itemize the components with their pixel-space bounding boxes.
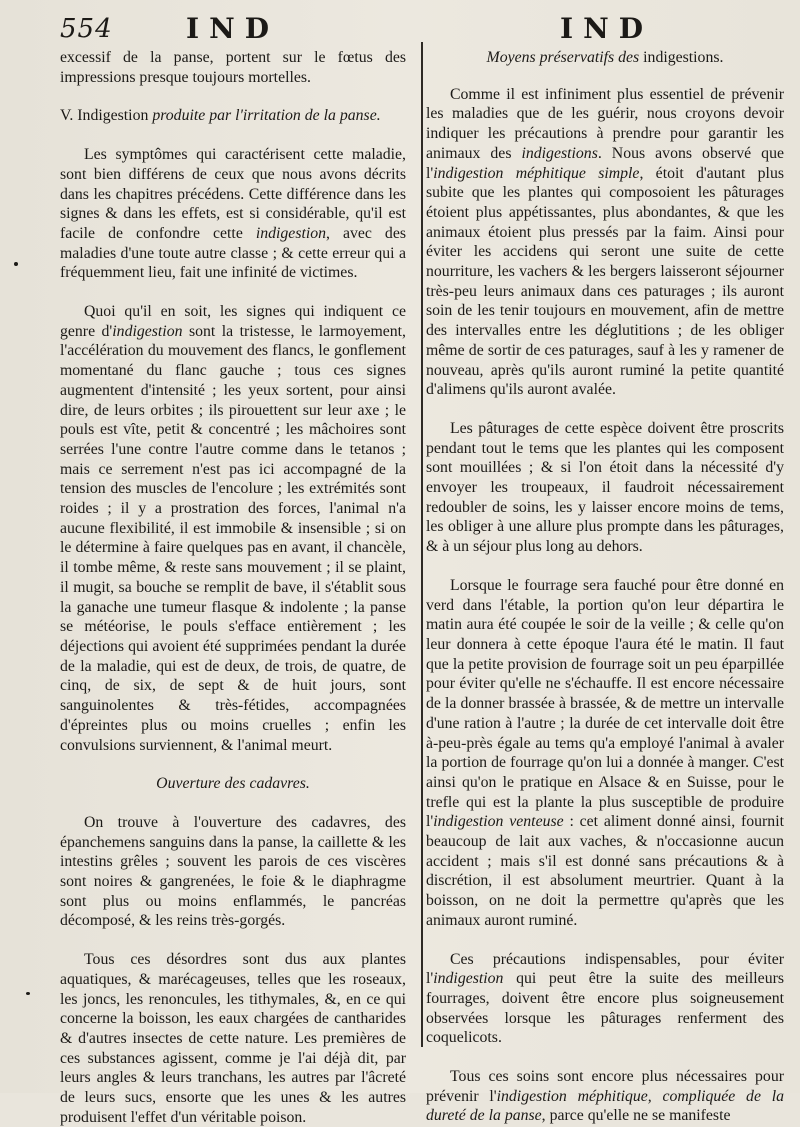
paragraph-paturages: Les pâturages de cette espèce doivent être proscrits pendant tout le tems que les plantes qui les composent sont mouillées ; & si l'on étoit dans la nécessité d'y envoyer les troupeaux, il faudroit nécessairement redoubler de soins, les y laisser encore moins de tems, les obliger à une allure plus prompte dans les pâturages, & à un séjour plus long au dehors.: [426, 419, 784, 556]
text-run: : cet aliment donné ainsi, fournit beaucoup de lait aux vaches, & n'occasionne aucun accident ; mais s'il est donné sans précautions & à discrétion, il est absolument meurtrier. Quant à la boisson, on ne doit la permettre qu'après que les animaux auront ruminé.: [426, 813, 784, 929]
text-run: Les symptômes qui caractérisent cette maladie, sont bien différens de ceux que nous avons décrits dans les chapitres précédens. Cette différence dans les signes & dans les effets, est si considérable, qu'il est facile de confondre cette: [60, 146, 406, 242]
paragraph-fourrage: [426, 576, 784, 931]
text-run: Ces précautions indispensables, pour éviter l': [426, 950, 784, 988]
text-run: , avec des maladies d'une toute autre classe ; & cette erreur qui a fréquemment lieu, fait une infinité de victimes.: [60, 224, 406, 282]
page-number: 554: [60, 14, 113, 44]
text-run-italic: indigestion venteuse: [433, 813, 564, 831]
subhead-roman: indigestions.: [639, 49, 724, 66]
text-run: qui peut être la suite des meilleurs fourrages, doivent être encore plus soigneusement observées lorsque les pâturages renferment des coquelicots.: [426, 970, 784, 1047]
section-title-italic: produite par l'irritation de la panse.: [152, 107, 381, 125]
paragraph-desordres: Tous ces désordres sont dus aux plantes aquatiques, & marécageuses, telles que les roseaux, les joncs, les renoncules, les tithymales, &, en ce qui concerne la boisson, les eaux chargées de cantharides & d'autres insectes de cette nature. Les premières de ces substances agissent, comme je l'ai déjà dit, par leurs angles & leurs tranchans, les autres par l'âcreté de leurs sucs, ensorte que les unes & les autres produisent l'effet d'un véritable poison.: [60, 951, 406, 1126]
subhead-italic: Moyens préservatifs des: [486, 49, 640, 66]
intro-paragraph: excessif de la panse, portent sur le fœtus des impressions presque toujours mortelles.: [60, 49, 406, 86]
text-run-italic: indigestion: [112, 322, 183, 340]
subhead-moyens-preservatifs: [426, 48, 784, 68]
subhead-ouverture-cadavres: Ouverture des cadavres.: [156, 775, 310, 793]
paragraph-precautions: [426, 950, 784, 1049]
running-head-left: IND: [186, 12, 279, 45]
paragraph-prevenir: [426, 85, 784, 400]
column-divider: [421, 42, 423, 1047]
left-column: [60, 48, 406, 1127]
text-run: . Nous avons observé que l': [426, 144, 784, 182]
text-run-italic: indigestions: [521, 144, 598, 162]
text-run: Comme il est infiniment plus essentiel de prévenir les maladies que de les guérir, nous croyons devoir indiquer les précautions à prendre pour garantir les animaux des: [426, 85, 784, 162]
running-head-right: IND: [560, 12, 653, 45]
text-run-italic: indigestion: [255, 224, 327, 242]
text-run-italic: indigestion: [433, 970, 504, 988]
section-title-roman: Indigestion: [77, 107, 149, 125]
paragraph-signes: [60, 302, 406, 755]
paragraph-soins: [426, 1067, 784, 1126]
text-run: Tous ces soins sont encore plus nécessaires pour prévenir l': [426, 1068, 784, 1105]
page-header: [0, 8, 800, 48]
right-column: [426, 48, 784, 1126]
text-run: sont la tristesse, le larmoyement, l'accélération du mouvement des flancs, le gonflement momentané du flanc gauche ; tous ces signes augmentent d'intensité ; les yeux sortent, pour ainsi dire, de leurs orbites ; ils pirouettent sur leur axe ; le pouls est vîte, petit & concentré ; les mâchoires sont serrées l'une contre l'autre comme dans le tetanos ; mais ce serrement n'est pas ici accompagné de la tension des muscles de l'encolure ; les extrémités sont roides ; il y a prostration des forces, l'animal n'a aucune flexibilité, il est immobile & insensible ; si on le détermine à faire quelques pas en avant, il chancèle, il tombe même, & reste sans mouvement ; il se plaint, il mugit, sa bouche se remplit de bave, il s'établit sous la ganache une tumeur flasque & indolente ; la panse se météorise, le pouls s'efface entièrement ; les déjections qui avoient été supprimées pendant la durée de la maladie, qui est de deux, de trois, de quatre, de cinq, de six, de sept & de huit jours, sont sanguinolentes & très-fétides, accompagnées d'épreintes plus ou moins cruelles ; enfin les convulsions surviennent, & l'animal meurt.: [60, 322, 407, 754]
section-number: V.: [60, 107, 74, 125]
text-run-italic: indigestion méphitique, compliquée de la dureté de la panse: [426, 1087, 785, 1125]
text-run-italic: indigestion méphitique simple: [433, 164, 640, 182]
text-run: , parce qu'elle ne se manifeste: [541, 1107, 731, 1125]
text-run: , étoit d'autant plus subite que les plantes qui composoient les pâturages étoient plus appétissantes, plus abondantes, & que les animaux étoient plus pressés par la faim. Ainsi pour éviter les accidens qui seront une suite de cette nourriture, les vachers & les bergers laisseront séjourner très-peu leurs animaux dans ces paturages ; ils auront soin de les tenir toujours en mouvement, afin de mettre des intervalles entre les déglutitions ; de les obliger même de sortir de ces paturages, sauf à les y ramener de nouveau, après qu'ils auront ruminé la petite quantité d'alimens qu'ils auront avalée.: [426, 164, 784, 399]
paragraph-cadavres: On trouve à l'ouverture des cadavres, des épanchemens sanguins dans la panse, la caillette & les intestins grêles ; souvent les parois de ces viscères sont noires & gangrenées, le foie & le diaphragme sont plus ou moins enflammés, le pancréas décomposé, & les reins très-gorgés.: [60, 813, 406, 930]
ink-spot: [26, 992, 30, 995]
section-v-title: [60, 106, 406, 126]
text-run: Quoi qu'il en soit, les signes qui indiquent ce genre d': [60, 303, 406, 340]
text-run: Lorsque le fourrage sera fauché pour être donné en verd dans l'étable, la portion qu'on leur départira le matin aura été coupée le soir de la veille ; & celle qu'on leur donnera à cette époque l'aura été le matin. Il faut que la petite provision de fourrage soit un peu éparpillée pour éviter qu'elle ne s'échauffe. Il est encore nécessaire de la donner brassée à brassée, & de mettre un intervalle d'une ration à l'autre ; la durée de cet intervalle doit être à-peu-près égale au tems qu'a employé l'animal à avaler la portion de fourrage qu'on lui a donnée à manger. C'est ainsi qu'on le pratique en Alsace & en Suisse, pour le trefle qui est la plante la plus susceptible de produire l': [426, 576, 784, 831]
paragraph-symptomes: [60, 145, 406, 283]
ink-spot: [14, 262, 18, 266]
